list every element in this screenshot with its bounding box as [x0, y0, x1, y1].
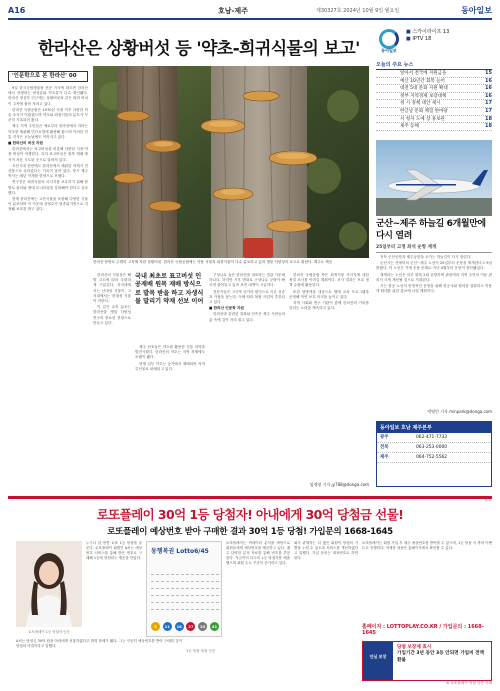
index-box	[376, 23, 492, 133]
main-photo	[93, 66, 369, 258]
side-photo	[376, 140, 492, 216]
index-row-page: 18	[485, 123, 492, 130]
contact-value: 062-471-7733	[416, 435, 448, 440]
ticket-line	[151, 605, 219, 610]
article-column-3	[135, 345, 205, 490]
advertisement[interactable]	[8, 496, 492, 685]
article-column-5	[289, 273, 369, 490]
index-row-page: 16	[485, 85, 492, 92]
index-row-text: 대전 5대 문화 지원 확대	[400, 86, 448, 92]
paragraph: 현재 한라산에는 고산식물을 포함해 다양한 식물이 분포하며 이 가운데 상당수가 멸종위기종으로 지정돼 보호를 받고 있다.	[8, 197, 88, 212]
main-headline: 한라산은 상황버섯 등 '약초-희귀식물의 보고'	[38, 39, 360, 59]
newspaper-logo	[376, 29, 402, 53]
photo-caption: 한라산 탐방로 주변의 고목에 자란 상황버섯. 한라산 국립공원에는 약용 식물과 희귀식물이 다수 분포하고 있어 생물 다양성의 보고로 불린다. 제주도 제공	[93, 260, 333, 264]
index-top-item[interactable]: ■ IPTV 18	[406, 36, 449, 43]
paragraph: 한라산과 관련된 설화와 민속은 제주 사람들의 삶 속에 깊이 자리 잡고 있다.	[209, 312, 285, 322]
lotto-logo-a: 동행복권	[151, 548, 175, 555]
masthead	[8, 6, 492, 20]
woman-portrait-icon	[16, 541, 82, 627]
contact-row	[377, 433, 491, 443]
index-row-text: 알아서 전국에 지원금을	[400, 71, 447, 76]
index-row-text: 예산 10년간 회복 늘어	[400, 78, 445, 84]
section-subhead: ■ 한라산의 버섯 자원	[8, 141, 43, 146]
paragraph: 전문가들은 고사목 증가의 원인으로 기온 상승과 가뭄을 꼽는다. 이에 따라 복원 사업이 추진되고 있다.	[209, 289, 285, 305]
contact-value: 063-253-0000	[416, 445, 448, 450]
index-row[interactable]	[376, 93, 492, 101]
paragraph: 전북 군산공항과 제주공항을 오가는 하늘길이 다시 열린다.	[380, 255, 472, 259]
paragraph: 9일 한국국립생물원 신문 기사에 따르면 한라산에서 자생하는 버섯류와 약초류가 다수 확인됐다. 한라산 정상부 인근에는 상황버섯과 같은 희귀 버섯이 고목에 붙어 자라고 있다.	[8, 86, 88, 106]
contact-label: 전북	[380, 445, 389, 450]
index-row[interactable]	[376, 78, 492, 86]
section-subhead: ■ 한라산 인문학 자원	[209, 306, 244, 311]
lotto-ball: 27	[188, 624, 194, 629]
article-subhead: 국내 최초로 표고버섯 인공재배 원목 재배 방식으로 발목 받을 하고 자생식물 말리기 약재 선보 이어	[135, 273, 204, 306]
index-row-page: 17	[485, 100, 492, 107]
paragraph: 조선시대 문헌에도 한라산에서 채취한 약재가 진상품으로 올라갔다는 기록이 남아 있다. 당시 제주 목사는 매년 약재를 한양으로 보냈다.	[8, 163, 88, 179]
index-row[interactable]	[376, 116, 492, 124]
side-subhead: 25일부터 고정 좌석 운항 재개	[376, 244, 492, 253]
ad-text-column: 로또플레이는 회원 가입 후 매주 예상번호를 받아볼 수 있으며, 1등 당첨 시 축하 이벤트도 진행한다. 자세한 내용은 홈페이지에서 확인할 수 있다.	[362, 541, 492, 550]
index-row-page: 17	[485, 107, 492, 114]
ad-text-column: 누구나 한 번쯤 로또 1등 당첨을 꿈꾼다. 로또플레이 회원인 A씨는 예상번호 서비스를 통해 받은 번호로 구매해 1등에 당첨되는 행운을 안았다.	[86, 541, 142, 560]
lotto-ball: 11	[164, 624, 170, 629]
ad-footnote: ※ 로또플레이 당첨 인증 사례	[446, 681, 492, 685]
logo-ring-icon	[379, 29, 399, 49]
index-row-text: 서 청자 도예 장 홍보관	[400, 116, 445, 122]
guarantee-badge	[362, 641, 492, 681]
shield-icon: 안심 보장	[363, 642, 393, 680]
paragraph: 구상나무 숲은 한라산을 대표하는 경관 가운데 하나다. 하지만 기후 변화로 구상나무 군락이 빠르게 줄어들고 있어 보전 대책이 시급하다.	[209, 273, 285, 288]
index-row-text: 정부 지역경제 보장대책	[400, 93, 447, 99]
side-byline: 박영민 기자 minpark@donga.com	[427, 409, 492, 414]
ad-text-column: A씨는 당첨금 30억 원을 아내에게 선물하겠다고 밝혀 화제가 됐다. 그는 꾸준히 예상번호를 받아 구매한 것이 당첨의 비결이라고 말했다.	[16, 639, 182, 648]
lotto-ball: 33	[200, 624, 206, 629]
ad-photo-caption: 로또플레이 1등 당첨자 인증	[28, 630, 70, 634]
ticket-caption: 1등 당첨 복권 인증	[186, 649, 216, 653]
paragraph: 시는 항공 노선의 안정적인 운영을 위해 항공사와 협력을 강화하고 이용객 확대를 위한 홍보에 나설 계획이다.	[376, 284, 492, 294]
paragraph: 한라산의 식물상은 해발 고도에 따라 뚜렷하게 구분된다. 저지대에서는 난대성 식물이, 고지대에서는 한대성 식물이 자란다.	[93, 273, 131, 304]
ad-contact-line[interactable]: 홈페이지 : LOTTOPLAY.CO.KR / 가입문의 : 1668-1645	[362, 624, 484, 636]
index-row-page: 16	[485, 92, 492, 99]
contact-label: 제주	[380, 455, 389, 460]
paragraph: 제주 선조들은 약초를 활용한 전통 의학을 발전시켰다. 한라산의 약초는 지역 경제에도 보탬이 됐다.	[135, 345, 205, 360]
paragraph: 한라산 국립공원 측은 희귀식물 서식지에 대한 정밀 조사를 이어갈 계획이다. 조사 결과는 보호 정책 수립에 활용된다.	[289, 273, 369, 288]
ad-label: 광고	[484, 497, 492, 502]
ticket-lines	[151, 570, 219, 612]
article-column-4	[209, 273, 285, 490]
article-column-2	[93, 273, 131, 490]
ad-winner-photo	[16, 541, 82, 627]
index-top-item[interactable]: ■ 스카이라이프 13	[406, 29, 449, 36]
index-row[interactable]	[376, 108, 492, 116]
paragraph: 한라산 국립공원은 1970년 지정 이후 다양한 학술 조사가 이뤄졌으며 약초와 희귀식물의 분포가 꾸준히 기록되어 왔다.	[8, 107, 88, 123]
index-row-page: 15	[485, 70, 492, 76]
ticket-line	[151, 591, 219, 596]
series-tag: '인문학으로 본 한라산' 00	[8, 71, 88, 82]
paragraph: 또한 탐방객을 대상으로 생태 교육 프로그램을 운영해 자연 보호 의식을 높이고 있다.	[289, 289, 369, 299]
index-row-text: 정 시 정책 대안 제시	[400, 101, 441, 107]
index-row[interactable]	[376, 100, 492, 108]
ticket-line	[151, 570, 219, 575]
page-number: A16	[8, 6, 26, 15]
airplane-photo	[376, 140, 492, 216]
paragraph: 군산시는 진에어의 군산~제주 노선이 25일부터 운항을 재개한다고 9일 밝혔다. 이 노선은 기재 운용 문제로 지난 4월부터 운항이 중단됐었다.	[376, 261, 492, 271]
index-row[interactable]	[376, 70, 492, 78]
index-row-text: 한글날 문화 체험 한마당	[400, 108, 448, 114]
contact-value: 064-752-5562	[416, 455, 448, 460]
ad-text-column: 회사 관계자는 더 많은 회원이 당첨의 기쁨을 누릴 수 있도록 서비스를 개선하겠다고 말했다. 가입 문의는 대표번호로 하면 된다.	[294, 541, 358, 560]
article-column-1	[8, 86, 88, 490]
ad-headline: 로또플레이 30억 1등 당첨자! 아내에게 30억 당첨금 선물!	[96, 507, 404, 522]
ticket-line	[151, 577, 219, 582]
contact-row	[377, 443, 491, 453]
ticket-line	[151, 584, 219, 589]
index-row[interactable]	[376, 85, 492, 93]
index-list	[376, 69, 492, 131]
index-row-page: 18	[485, 115, 492, 122]
ad-subhead: 로또플레이 예상번호 받아 구매한 결과 30억 1등 당첨! 가입문의 1668-1645	[107, 527, 393, 537]
index-row-page: 16	[485, 77, 492, 84]
mushroom-tree-photo	[93, 66, 369, 258]
ad-right-panel	[362, 541, 492, 683]
contact-box	[376, 421, 492, 487]
paragraph: 제주 지역 주민들은 예로부터 한라산에서 자라는 약초를 채취해 민간요법에 활용해 왔으며 이러한 전통 지식은 오늘날에도 이어지고 있다.	[8, 124, 88, 139]
paragraph: 지역 사회와 연구 기관이 함께 한라산의 가치를 알리는 노력을 계속하고 있다.	[289, 301, 369, 311]
logo-label: 동아일보	[381, 48, 397, 53]
lotto-ball: 41	[211, 624, 218, 629]
contact-title: 동아일보 호남 제주본부	[377, 422, 491, 433]
paragraph: 이 같은 수직 분포는 한라산을 생물 다양성 연구의 중요한 현장으로 만들고 있다.	[93, 305, 131, 325]
contact-row	[377, 453, 491, 463]
article-byline: 임재영 기자 jy788@donga.com	[309, 482, 369, 487]
newspaper-name: 동아일보	[461, 5, 492, 15]
lotto-ball: 3	[151, 622, 160, 631]
guarantee-line-1: 당첨 보장제 효시	[397, 645, 432, 650]
guarantee-line-2: 가입기간 3년 동안 3등 안되면 가입비 전액 환불	[397, 651, 484, 663]
side-article-body	[376, 255, 492, 415]
issue-date: 제30327호 2024년 10월 9일 월요일	[316, 8, 400, 14]
lotto-logo	[151, 546, 209, 555]
ticket-line	[151, 598, 219, 603]
index-row-text: 제주 동해	[400, 124, 419, 130]
side-headline: 군산~제주 하늘길 6개월만에 다시 열려	[376, 219, 486, 241]
lotto-logo-b: Lotto6/45	[176, 548, 209, 555]
lotto-ball: 18	[176, 624, 182, 629]
paragraph: 현재 일부 약초는 농가에서 재배되며 지역 특산물로 판매되고 있다.	[135, 361, 205, 371]
contact-label: 광주	[380, 435, 389, 440]
lotto-ticket	[146, 541, 222, 637]
index-subtitle: 오늘의 주요 뉴스	[376, 62, 414, 68]
section-name: 호남-제주	[218, 7, 248, 15]
index-row[interactable]	[376, 123, 492, 131]
paragraph: 한라산에서는 표고버섯을 비롯해 다양한 식용·약용 버섯이 자생한다. 특히 표고버섯은 원목 재배 방식이 처음 시도된 곳으로 알려져 있다.	[8, 147, 88, 162]
guarantee-text	[393, 642, 491, 680]
index-top-list	[406, 29, 449, 43]
paragraph: 재개되는 노선은 하루 왕복 2회 운항하며 관광객과 지역 주민의 이동 편의가 크게 개선될 것으로 기대된다.	[376, 272, 492, 282]
paragraph: 연구진은 희귀식물의 서식지를 보호하기 위해 탐방로 관리와 생태 모니터링을 강화해야 한다고 강조했다.	[8, 180, 88, 195]
winning-numbers	[151, 622, 219, 631]
ad-text-column: 로또플레이는 빅데이터 분석을 바탕으로 회원들에게 예상번호를 제공하고 있다. 매주 다양한 분석 자료를 통해 번호를 추천한다. 지금까지 다수의 1등 당첨자를 배출했으며 회원 수도 꾸준히 증가하고 있다.	[226, 541, 290, 565]
